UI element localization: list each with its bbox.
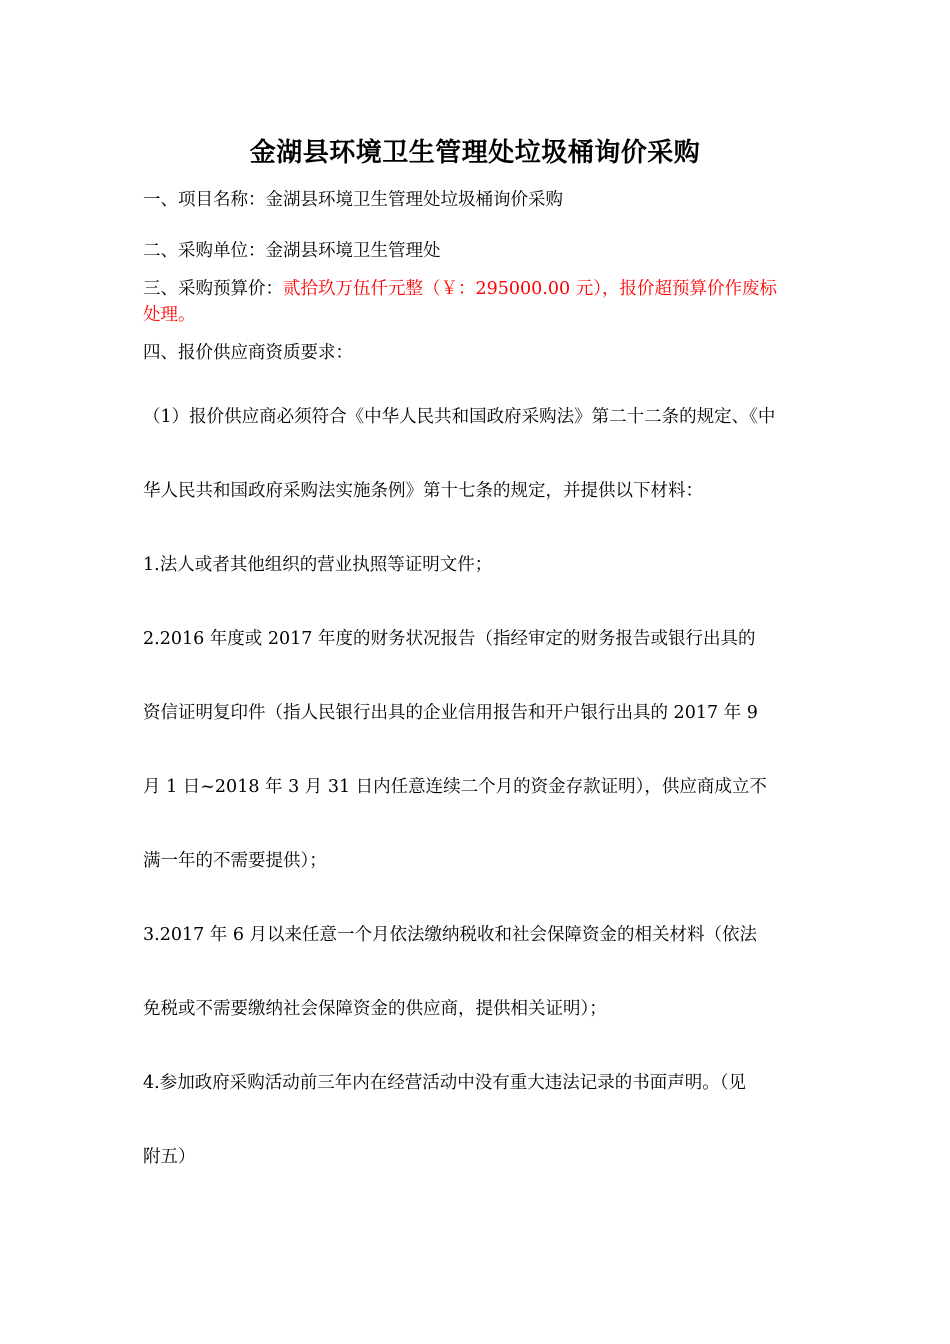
item-project-name: 一、项目名称：金湖县环境卫生管理处垃圾桶询价采购: [143, 190, 563, 210]
req3-line2: 免税或不需要缴纳社会保障资金的供应商，提供相关证明）；: [143, 999, 607, 1019]
req2-line4: 满一年的不需要提供）；: [143, 851, 327, 871]
req2-line1: 2.2016 年度或 2017 年度的财务状况报告（指经审定的财务报告或银行出具的: [143, 629, 756, 649]
page-title: 金湖县环境卫生管理处垃圾桶询价采购: [249, 138, 701, 168]
budget-label: 三、采购预算价：: [143, 279, 283, 299]
para1-line1: （1）报价供应商必须符合《中华人民共和国政府采购法》第二十二条的规定、《中: [143, 407, 776, 427]
req2-line3: 月 1 日~2018 年 3 月 31 日内任意连续二个月的资金存款证明），供应商成立不: [143, 777, 767, 797]
req4-line1: 4.参加政府采购活动前三年内在经营活动中没有重大违法记录的书面声明。（见: [143, 1073, 746, 1093]
para1-line2: 华人民共和国政府采购法实施条例》第十七条的规定，并提供以下材料：: [143, 481, 703, 501]
req1: 1.法人或者其他组织的营业执照等证明文件；: [143, 555, 493, 575]
budget-amount-cont: 处理。: [143, 305, 196, 325]
item-purchasing-unit: 二、采购单位：金湖县环境卫生管理处: [143, 241, 441, 261]
item-budget: [143, 276, 813, 302]
item-qualification: 四、报价供应商资质要求：: [143, 343, 353, 363]
budget-amount: 贰拾玖万伍仟元整（￥：295000.00 元），报价超预算价作废标: [283, 279, 777, 299]
req4-line2: 附五）: [143, 1147, 196, 1167]
req3-line1: 3.2017 年 6 月以来任意一个月依法缴纳税收和社会保障资金的相关材料（依法: [143, 925, 758, 945]
req2-line2: 资信证明复印件（指人民银行出具的企业信用报告和开户银行出具的 2017 年 9: [143, 703, 758, 723]
